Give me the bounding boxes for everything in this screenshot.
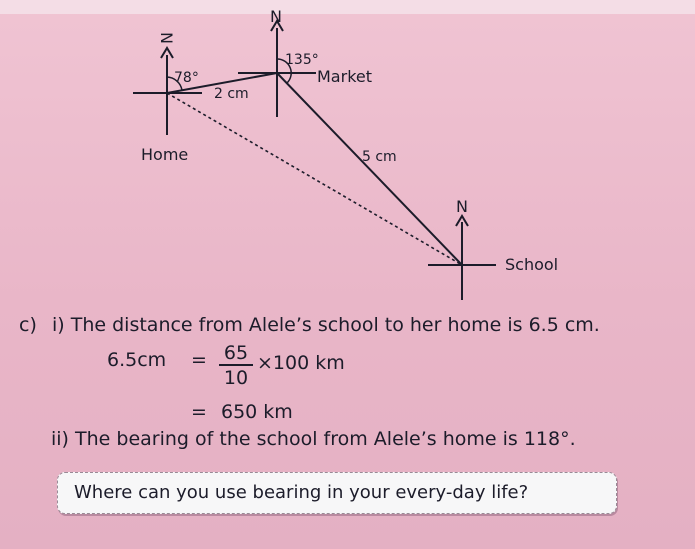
- home-to-school-dashed-line: [167, 93, 462, 265]
- part-ii-text: ii) The bearing of the school from Alele’s home is 118°.: [51, 428, 576, 450]
- question-box: [57, 472, 617, 514]
- distance-5cm-label: 5 cm: [362, 149, 397, 165]
- market-to-school-line: [277, 73, 462, 265]
- result-text: 650 km: [221, 401, 293, 423]
- school-label: School: [505, 255, 559, 274]
- multiplier-text: ×100 km: [257, 352, 345, 374]
- distance-2cm-label: 2 cm: [214, 86, 249, 102]
- home-label: Home: [141, 145, 189, 164]
- fraction-denominator: 10: [223, 367, 249, 389]
- part-i-text: i) The distance from Alele’s school to her home is 6.5 cm.: [52, 314, 600, 336]
- school-north-label: N: [456, 197, 468, 216]
- question-text: Where can you use bearing in your every-day life?: [74, 482, 529, 503]
- equals-sign-2: =: [191, 401, 207, 423]
- market-north-label: N: [270, 7, 282, 26]
- market-label: Market: [317, 67, 372, 86]
- fraction: [219, 342, 253, 390]
- angle-78-label: 78°: [174, 70, 199, 86]
- angle-135-label: 135°: [285, 52, 319, 68]
- home-north-label: N: [157, 32, 176, 44]
- part-c-label: c): [19, 314, 37, 336]
- equals-sign-1: =: [191, 349, 207, 371]
- equation-lhs: 6.5cm: [107, 349, 167, 371]
- fraction-numerator: 65: [219, 342, 253, 366]
